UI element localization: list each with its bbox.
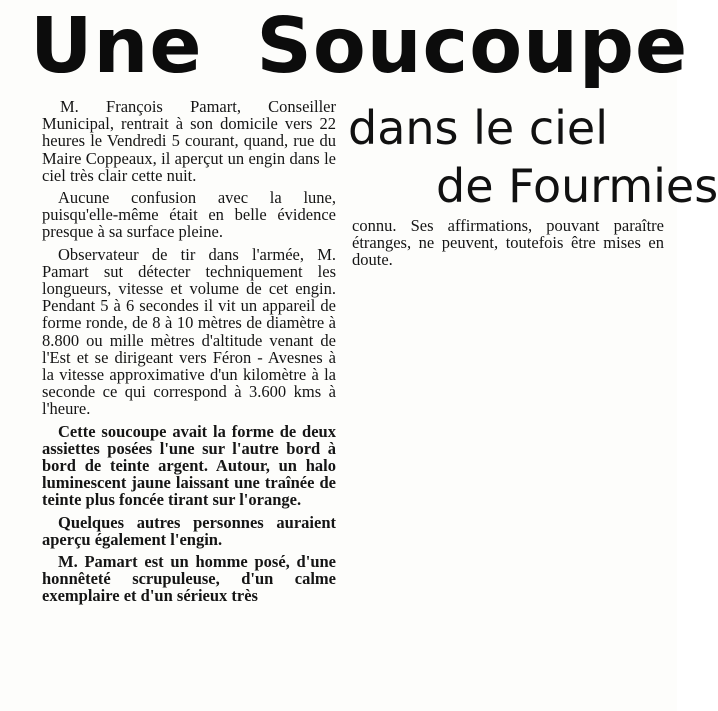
article-right-column <box>352 217 664 274</box>
article-paragraph: Cette soucoupe avait la forme de deux assiettes posées l'une sur l'autre bord à bord de teinte argent. Autour, un halo luminescent jaune laissant une traînée de teinte plus foncée tirant sur l'orange. <box>42 421 336 510</box>
article-paragraph: Quelques autres personnes auraient aperçu également l'engin. <box>42 512 336 549</box>
article-paragraph: connu. Ses affirmations, pouvant paraître étranges, ne peuvent, toutefois être mises en doute. <box>352 216 664 270</box>
article-paragraph: Observateur de tir dans l'armée, M. Pamart sut détecter techniquement les longueurs, vitesse et volume de cet engin. Pendant 5 à 6 secondes il vit un appareil de forme ronde, de 8 à 10 mètres de diamètre à 8.800 ou mille mètres d'altitude venant de l'Est et se dirigeant vers Féron - Avesnes à la vitesse approximative d'un kilomètre à la seconde ce qui correspond à 3.600 kms à l'heure. <box>42 244 336 419</box>
article-left-column <box>42 98 336 610</box>
article-paragraph: M. François Pamart, Conseiller Municipal, rentrait à son domicile vers 22 heures le Vendredi 5 courant, quand, rue du Maire Coppeaux, il aperçut un engin dans le ciel très clair cette nuit. <box>42 97 336 185</box>
subheadline-line-2: de Fourmies <box>436 159 718 213</box>
article-paragraph: M. Pamart est un homme posé, d'une honnêteté scrupuleuse, d'un calme exemplaire et d'un sérieux très <box>42 552 336 606</box>
headline: Une Soucoupe <box>30 2 689 91</box>
article-paragraph: Aucune confusion avec la lune, puisqu'elle-même était en belle évidence presque à sa surface pleine. <box>42 188 336 242</box>
subheadline-line-1: dans le ciel <box>348 101 608 155</box>
